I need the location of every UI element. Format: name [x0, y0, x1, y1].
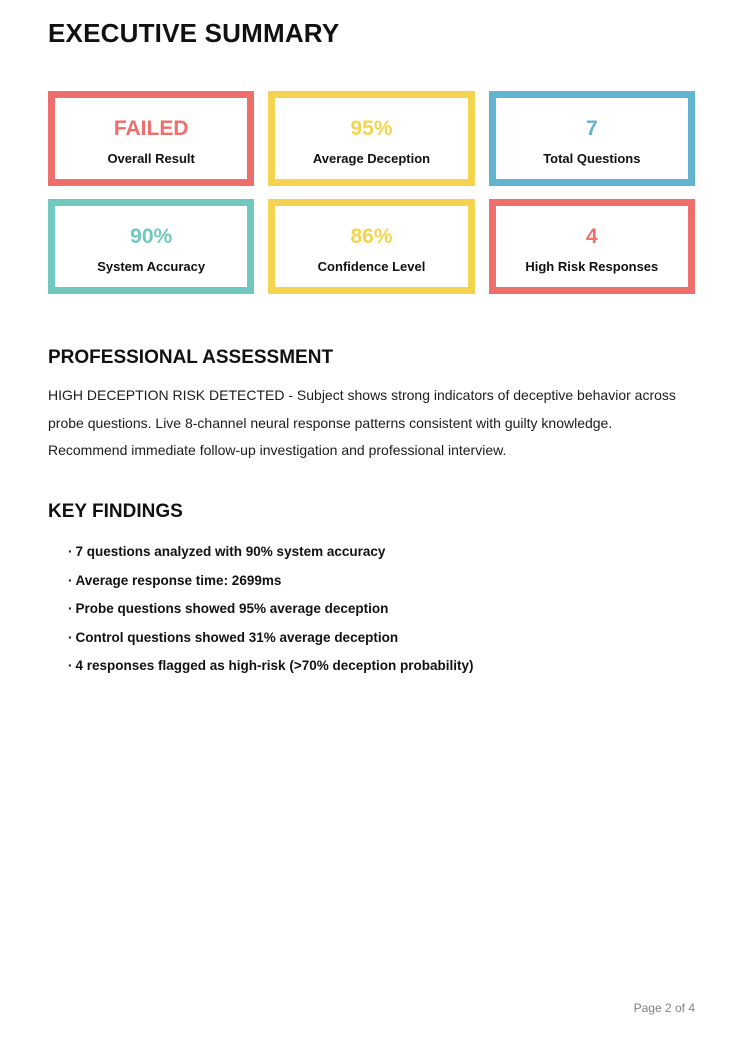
stat-card: [48, 91, 254, 186]
stat-card-value: 4: [585, 224, 598, 248]
finding-text: 4 responses flagged as high-risk (>70% deception probability): [75, 658, 474, 674]
stat-card-value: 7: [585, 116, 598, 140]
stat-card: [489, 199, 695, 294]
stat-card-grid: [48, 91, 695, 294]
page-number: Page 2 of 4: [633, 1001, 695, 1015]
findings-heading: KEY FINDINGS: [48, 500, 183, 522]
stat-card: [268, 91, 474, 186]
finding-item: [68, 659, 695, 673]
finding-text: Probe questions showed 95% average deception: [75, 601, 389, 617]
stat-card-value: 90%: [130, 224, 173, 248]
assessment-heading: PROFESSIONAL ASSESSMENT: [48, 346, 334, 368]
finding-text: Control questions showed 31% average deception: [75, 629, 399, 645]
stat-card-value: FAILED: [113, 116, 189, 140]
finding-item: [68, 574, 695, 588]
stat-card-label: Average Deception: [312, 150, 431, 166]
key-findings-list: [48, 545, 695, 673]
finding-text: 7 questions analyzed with 90% system accuracy: [75, 544, 386, 560]
stat-card: [48, 199, 254, 294]
bullet-dot: ·: [68, 544, 73, 560]
stat-card-label: Total Questions: [543, 150, 641, 166]
stat-card-label: Overall Result: [107, 150, 195, 166]
bullet-dot: ·: [68, 601, 73, 617]
stat-card-label: Confidence Level: [317, 258, 426, 274]
stat-card-value: 86%: [350, 224, 393, 248]
stat-card-value: 95%: [350, 116, 393, 140]
finding-text: Average response time: 2699ms: [75, 572, 282, 588]
finding-item: [68, 545, 695, 559]
finding-item: [68, 631, 695, 645]
bullet-dot: ·: [68, 658, 73, 674]
bullet-dot: ·: [68, 629, 73, 645]
stat-card-label: System Accuracy: [97, 258, 206, 274]
stat-card: [268, 199, 474, 294]
page-title: EXECUTIVE SUMMARY: [48, 18, 340, 48]
stat-card: [489, 91, 695, 186]
bullet-dot: ·: [68, 572, 73, 588]
stat-card-label: High Risk Responses: [525, 258, 659, 274]
finding-item: [68, 602, 695, 616]
assessment-body: HIGH DECEPTION RISK DETECTED - Subject shows strong indicators of deceptive behavior across probe questions. Live 8-channel neural response patterns consistent with guilty knowledge. Recommend immediate follow-up investigation and professional interview.: [48, 387, 676, 459]
